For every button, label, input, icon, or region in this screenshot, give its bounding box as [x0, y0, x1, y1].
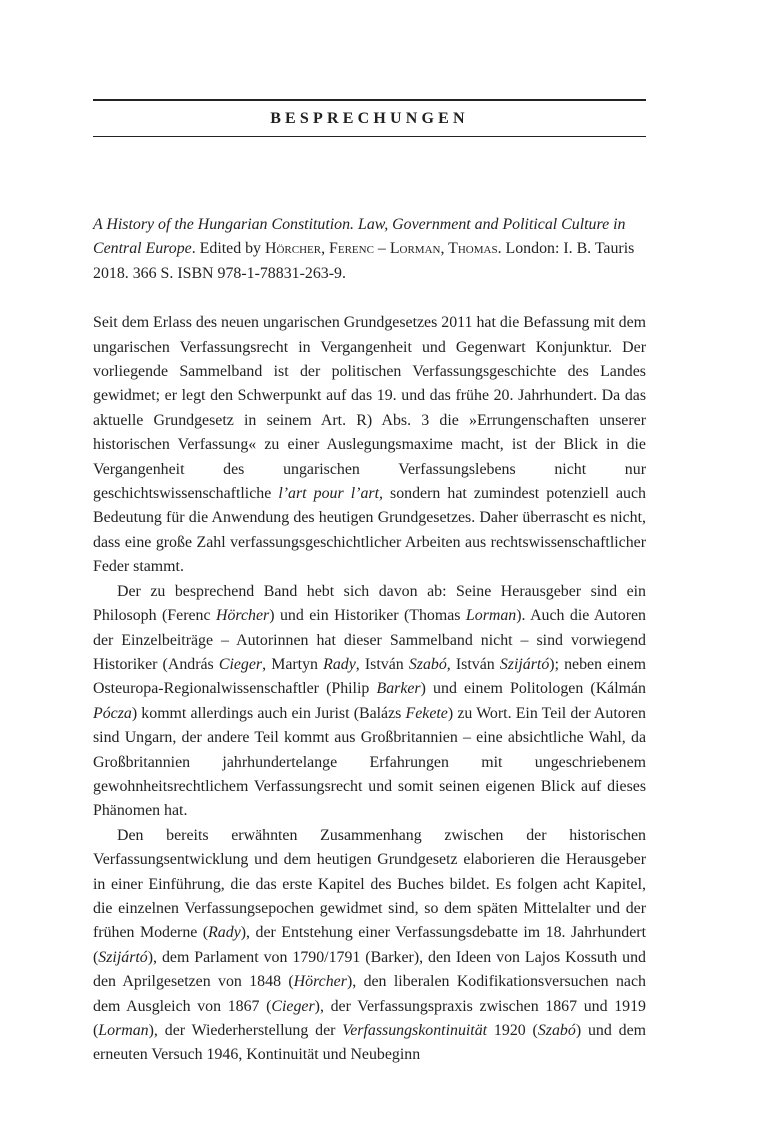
citation-text: – [373, 240, 390, 258]
paragraph [93, 311, 646, 579]
section-heading: BESPRECHUNGEN [93, 99, 646, 137]
text-run: ); neben einem Osteuropa-Regionalwissenschaftler (Philip [93, 655, 646, 698]
author-name: Cieger [271, 997, 315, 1015]
publication-info: . London: I. B. Tauris 2018. 366 S. ISBN 978-1-78831-263-9. [93, 240, 635, 282]
text-run: Seit dem Erlass des neuen ungarischen Grundgesetzes 2011 hat die Befassung mit dem ungarischen Verfassungsrecht in Vergangenheit und Gegenwart Konjunktur. Der vorliegende Sammelband ist der politischen Verfassungsgeschichte des Landes gewidmet; er legt den Schwerpunkt auf das 19. und das frühe 20. Jahrhundert. Da das aktuelle Grundgesetz in seinem Art. R) Abs. 3 die »Errungenschaften unserer historischen Verfassung« zu einer Auslegungsmaxime macht, ist der Blick in die Vergangenheit des ungarischen Verfassungslebens nicht nur geschichtswissenschaftliche [93, 314, 646, 503]
author-name: Cieger [218, 655, 263, 673]
text-run: ), dem Parlament von 1790/1791 (Barker), den Ideen von Lajos Kossuth und den Aprilgesetzen von 1848 ( [93, 948, 646, 991]
author-name: Lorman [465, 607, 517, 625]
text-run: ), der Wiederherstellung der [148, 1022, 343, 1039]
text-run: ) kommt allerdings auch ein Jurist (Balázs [131, 704, 406, 722]
citation-text: . Edited by [191, 240, 265, 258]
author-name: Hörcher [215, 607, 270, 625]
text-run: ) und ein Historiker (Thomas [269, 607, 466, 625]
author-name: Rady [323, 655, 356, 673]
italic-text: Verfassungskontinuität [342, 1022, 488, 1039]
text-run: , István [446, 655, 500, 673]
text-run: Den bereits erwähnten Zusammenhang zwischen der historischen Verfassungsentwicklung und dem heutigen Grundgesetz elaborieren die Herausgeber in einer Einführung, die das erste Kapitel des Buches bildet. Es folgen acht Kapitel, die einzelnen Verfassungsepochen gewidmet sind, so dem späten Mittelalter und der frühen Moderne ( [93, 826, 646, 942]
author-name: Pócza [93, 704, 132, 722]
author-name: Szijártó [499, 655, 550, 673]
text-run: , István [355, 655, 409, 673]
text-run: 1920 ( [487, 1022, 538, 1039]
text-run: ), den liberalen Kodifikationsversuchen nach dem Ausgleich von 1867 ( [93, 973, 646, 1015]
text-run: ) zu Wort. Ein Teil der Autoren sind Ungarn, der andere Teil kommt aus Großbritannien – eine absichtliche Wahl, da Großbritannien jahrhundertelange Erfahrungen mit ungeschriebenem gewohnheitsrechtlichem Verfassungsrecht und somit seinen eigenen Blick auf dieses Phänomen hat. [93, 704, 646, 820]
author-name: Rady [208, 924, 241, 942]
italic-text: l’art pour l’art, [278, 485, 383, 503]
text-run: sondern hat zumindest potenziell auch Bedeutung für die Anwendung des heutigen Grundgesetzes. Daher überrascht es nicht, dass eine große Zahl verfassungsgeschichtlicher Arbeiten aus rechtswissenschaftlicher Feder stammt. [93, 485, 646, 576]
paragraph [93, 824, 646, 1068]
review-body [93, 311, 646, 1068]
author-name: Szabó [537, 1022, 576, 1039]
author-name: Szabó [408, 655, 447, 673]
paragraph [93, 580, 646, 824]
text-run: ). Auch die Autoren der Einzelbeiträge – Autorinnen hat dieser Sammelband nicht – sind vorwiegend Historiker (András [93, 607, 646, 673]
book-citation [93, 213, 646, 286]
author-name: Fekete [405, 704, 448, 722]
author-name: Szijártó [98, 948, 148, 966]
author-name: Hörcher [293, 973, 347, 991]
text-run: ) und dem erneuten Versuch 1946, Kontinuität und Neubeginn [93, 1022, 646, 1064]
book-page [93, 99, 646, 1068]
author-name: Lorman [98, 1022, 149, 1039]
editor-name: Lorman [389, 240, 441, 258]
book-title: A History of the Hungarian Constitution. Law, Government and Political Culture in Central Europe [93, 216, 626, 258]
text-run: ), der Entstehung einer Verfassungsdebatte im 18. Jahrhundert ( [93, 924, 646, 966]
editor-name: Hörcher [264, 240, 322, 258]
text-run: , Martyn [262, 655, 324, 673]
text-run: ) und einem Politologen (Kálmán [420, 680, 647, 698]
editor-name: , Thomas [440, 240, 498, 258]
text-run: Der zu besprechend Band hebt sich davon ab: Seine Herausgeber sind ein Philosoph (Ferenc [93, 582, 646, 625]
text-run: ), der Verfassungspraxis zwischen 1867 und 1919 ( [93, 997, 646, 1039]
editor-name: , Ferenc [321, 240, 374, 258]
author-name: Barker [376, 680, 421, 698]
